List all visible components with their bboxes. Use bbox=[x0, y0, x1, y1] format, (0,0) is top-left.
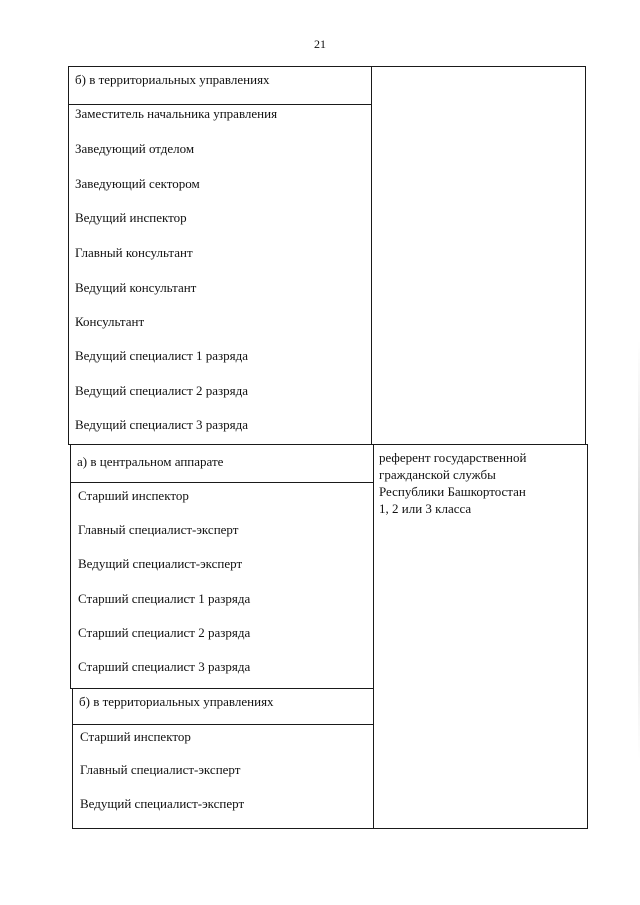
position-item: Старший инспектор bbox=[78, 488, 189, 503]
position-item: Заведующий отделом bbox=[75, 141, 195, 156]
section3-header: б) в территориальных управлениях bbox=[79, 694, 274, 709]
position-item: Консультант bbox=[75, 314, 145, 329]
class-rank-text bbox=[379, 449, 584, 517]
position-item: Старший инспектор bbox=[80, 729, 191, 744]
position-item: Заместитель начальника управления bbox=[75, 106, 278, 121]
class-rank-line: Республики Башкортостан bbox=[379, 484, 526, 499]
position-item: Старший специалист 1 разряда bbox=[78, 591, 251, 606]
position-item: Ведущий специалист-эксперт bbox=[80, 796, 245, 811]
position-item: Главный консультант bbox=[75, 245, 193, 260]
position-item: Ведущий инспектор bbox=[75, 210, 187, 225]
position-item: Ведущий специалист 1 разряда bbox=[75, 348, 249, 363]
position-item: Ведущий специалист 2 разряда bbox=[75, 383, 249, 398]
class-rank-line: референт государственной bbox=[379, 450, 527, 465]
page-number: 21 bbox=[314, 37, 326, 51]
class-rank-line: 1, 2 или 3 класса bbox=[379, 501, 472, 516]
position-item: Старший специалист 3 разряда bbox=[78, 659, 251, 674]
section1-header: б) в территориальных управлениях bbox=[75, 72, 270, 87]
position-item: Ведущий специалист-эксперт bbox=[78, 556, 243, 571]
position-item: Ведущий консультант bbox=[75, 280, 197, 295]
position-item: Главный специалист-эксперт bbox=[80, 762, 241, 777]
section2-header: а) в центральном аппарате bbox=[77, 454, 224, 469]
table-section2-left-body-cell bbox=[70, 482, 374, 689]
position-item: Старший специалист 2 разряда bbox=[78, 625, 251, 640]
class-rank-line: гражданской службы bbox=[379, 467, 496, 482]
position-item: Главный специалист-эксперт bbox=[78, 522, 239, 537]
position-item: Заведующий сектором bbox=[75, 176, 200, 191]
table-section1-right-cell bbox=[371, 66, 586, 445]
position-item: Ведущий специалист 3 разряда bbox=[75, 417, 249, 432]
